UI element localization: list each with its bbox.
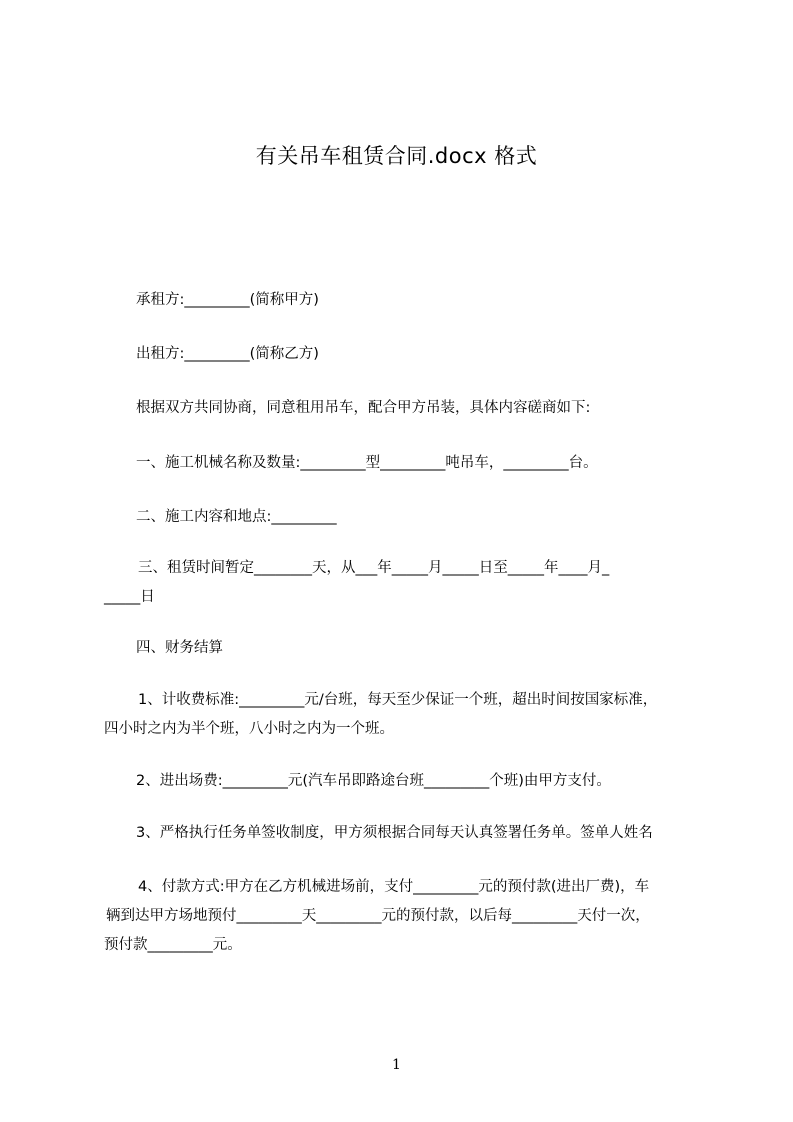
clause-3-line-2: _____日 [104,589,155,605]
subclause-1-fee-standard [104,686,714,744]
lessee-line: 承租方:_________(简称甲方) [136,292,319,308]
lessor-line: 出租方:_________(简称乙方) [136,346,319,362]
subclause-4-payment [104,873,714,960]
document-title: 有关吊车租赁合同.docx 格式 [255,144,538,168]
intro-paragraph: 根据双方共同协商，同意租用吊车，配合甲方吊装，具体内容磋商如下: [136,400,591,416]
subclause-4-line-3: 预付款_________元。 [104,937,242,953]
clause-4-settlement: 四、财务结算 [136,640,223,656]
clause-3-line-1: 三、租赁时间暂定________天，从___年_____月_____日至_____年____月_ [138,560,610,576]
subclause-2-entry-fee: 2、进出场费:_________元(汽车吊即路途台班_________个班)由甲方支付。 [136,773,611,789]
subclause-1-line-2: 四小时之内为半个班，八小时之内为一个班。 [104,721,394,737]
clause-1-machinery: 一、施工机械名称及数量:_________型_________吨吊车，_________台。 [136,455,598,471]
subclause-1-line-1: 1、计收费标准:_________元/台班，每天至少保证一个班，超出时间按国家标准， [138,692,658,708]
clause-3-rental-period [104,554,714,612]
subclause-3-task-order: 3、严格执行任务单签收制度，甲方须根据合同每天认真签署任务单。签单人姓名 [136,825,653,841]
page-number: 1 [392,1057,401,1073]
subclause-4-line-1: 4、付款方式:甲方在乙方机械进场前，支付_________元的预付款(进出厂费)，车 [138,879,650,895]
clause-2-location: 二、施工内容和地点:_________ [136,509,337,525]
subclause-4-line-2: 辆到达甲方场地预付_________天_________元的预付款，以后每_________天付一次， [106,908,650,924]
